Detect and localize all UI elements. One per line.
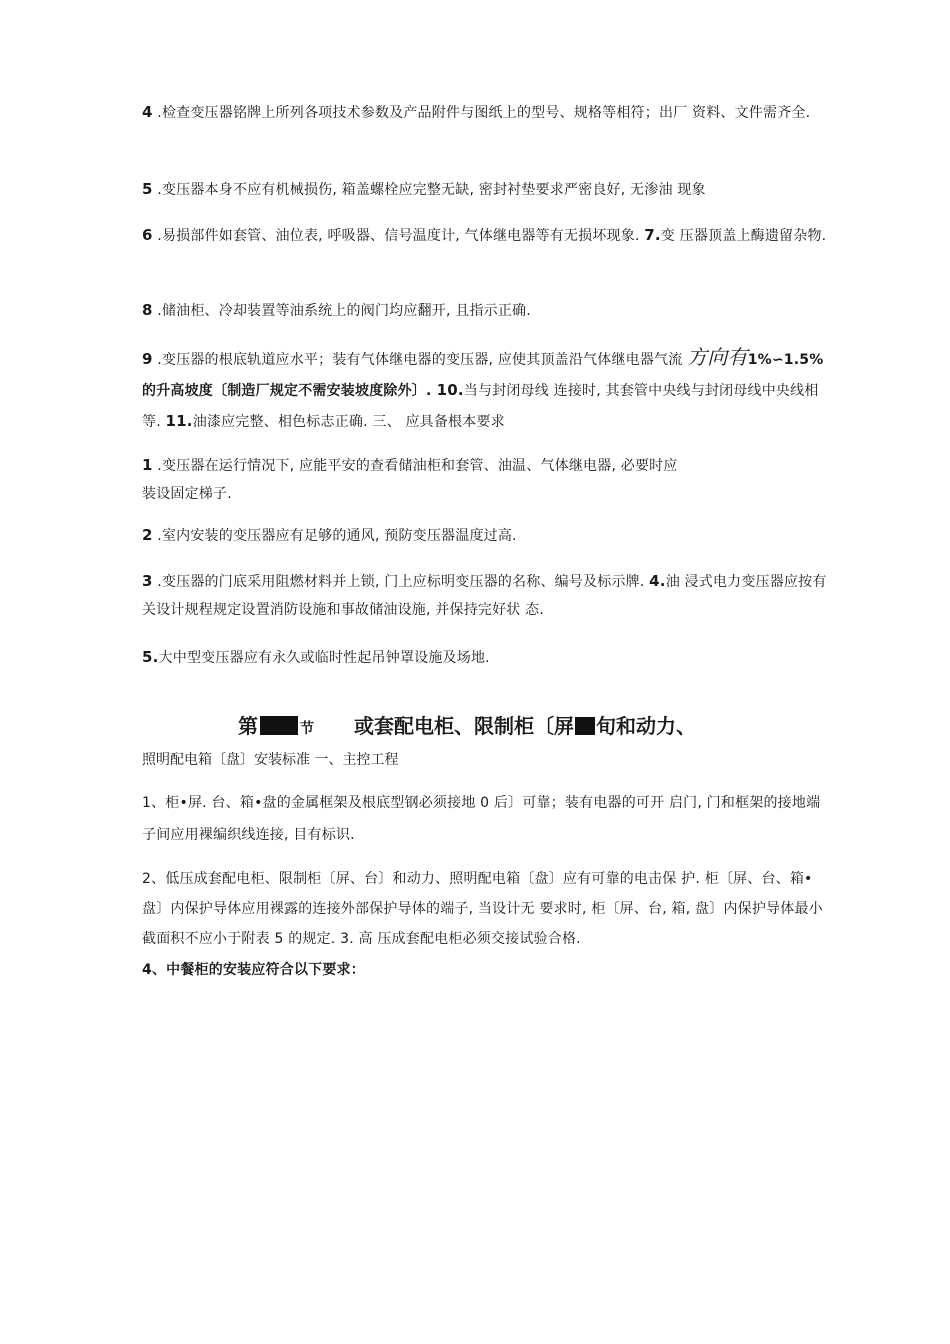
heading-section-word: 节 <box>300 721 314 737</box>
item-number: 5. <box>142 648 159 666</box>
item-number: 1 <box>142 456 153 474</box>
item-number: 9 <box>142 350 153 368</box>
item-number: 8 <box>142 301 153 319</box>
item-number: 2 <box>142 526 153 544</box>
section-subline: 照明配电箱〔盘〕安装标准 一、主控工程 <box>142 752 399 768</box>
requirement-5 <box>142 643 832 672</box>
paragraph-5 <box>142 175 832 204</box>
paragraph-text: .变压器的门底采用阻燃材料并上锁, 门上应标明变压器的名称、编号及标示牌. <box>152 574 650 590</box>
paragraph-text: .变压器本身不应有机械损伤, 箱盖螺栓应完整无缺, 密封衬垫要求严密良好, 无渗油 现象 <box>152 182 706 198</box>
paragraph-8 <box>142 296 832 325</box>
paragraph-text: .储油柜、冷却装置等油系统上的阀门均应翻开, 且指示正确. <box>152 303 531 319</box>
paragraph-9-11 <box>142 342 832 437</box>
paragraph-text: .检查变压器铭牌上所列各项技术参数及产品附件与图纸上的型号、规格等相符；出厂 资料、文件需齐全. <box>152 105 811 121</box>
section-heading <box>238 708 798 747</box>
item-number: 4 <box>142 103 153 121</box>
paragraph-text-10: 当与封闭母线 连接时, 其套管中央线与封闭母线中央线相等. <box>142 383 819 430</box>
paragraph-text: .室内安装的变压器应有足够的通风, 预防变压器温度过高. <box>152 528 517 544</box>
redaction-block <box>575 717 595 735</box>
item-text: 4、中餐柜的安装应符合以下要求： <box>142 962 365 978</box>
requirement-1 <box>142 451 832 508</box>
item-number-4: 4. <box>649 572 666 590</box>
paragraph-text-4: 油 浸式电力变压器应按有关设计规程规定设置消防设施和事故储油设施, 并保持完好状 态. <box>142 574 827 618</box>
paragraph-text: .变压器的根底轨道应水平；装有气体继电器的变压器, 应使其顶盖沿气体继电器气流 <box>152 352 688 368</box>
paragraph-text: .易损部件如套管、油位表, 呼吸器、信号温度计, 气体继电器等有无损坏现象. <box>152 228 645 244</box>
item-number: 5 <box>142 180 153 198</box>
paragraph-text-cont: 装设固定梯子. <box>142 486 232 502</box>
paragraph-text-7: 变 压器顶盖上酶遗留杂物. <box>660 228 827 244</box>
item-2-3 <box>142 864 832 954</box>
item-text: 1、柜•屏. 台、箱•盘的金属框架及根底型钢必须接地 0 后〕可靠；装有电器的可开 启门, 门和框架的接地端子间应用裸编织线连接, 目有标识. <box>142 795 821 843</box>
heading-prefix: 第 <box>238 714 258 738</box>
paragraph-text: .变压器在运行情况下, 应能平安的查看储油柜和套管、油温、气体继电器, 必要时应 <box>152 458 678 474</box>
paragraph-6-7 <box>142 221 832 250</box>
paragraph-text: 大中型变压器应有永久或临时性起吊钟罩设施及场地. <box>158 650 490 666</box>
paragraph-text-11: 油漆应完整、相色标志正确. 三、 应具备根本要求 <box>192 414 505 430</box>
item-number-10: 10. <box>436 381 464 399</box>
item-text: 2、低压成套配电柜、限制柜〔屏、台〕和动力、照明配电箱〔盘〕应有可靠的电击保 护. 柜〔屏、台、箱•盘〕内保护导体应用裸露的连接外部保护导体的端子, 当设计无 要求时, 柜〔屏、台, 箱, 盘〕内保护导体最小截面积不应小于附表 5 的规定. 3. 高 压成套配电柜必须交接试验合格. <box>142 871 823 947</box>
requirement-2 <box>142 521 832 550</box>
item-number: 3 <box>142 572 153 590</box>
paragraph-4 <box>142 98 832 127</box>
item-number: 6 <box>142 226 153 244</box>
item-4 <box>142 956 832 984</box>
slope-text: 1%∽1.5%的升高坡度〔制造厂规定不需安装坡度除外〕. <box>142 352 824 399</box>
item-number-11: 11. <box>165 412 193 430</box>
item-1 <box>142 787 832 851</box>
redaction-block <box>260 716 279 735</box>
requirement-3-4 <box>142 567 832 624</box>
italic-text: 有 <box>727 345 748 369</box>
italic-text: 方向 <box>687 345 728 369</box>
item-number-7: 7. <box>644 226 661 244</box>
redaction-block <box>279 716 298 735</box>
heading-title-end: 旬和动力、 <box>596 714 696 738</box>
heading-title: 或套配电柜、限制柜〔屏 <box>354 714 574 738</box>
